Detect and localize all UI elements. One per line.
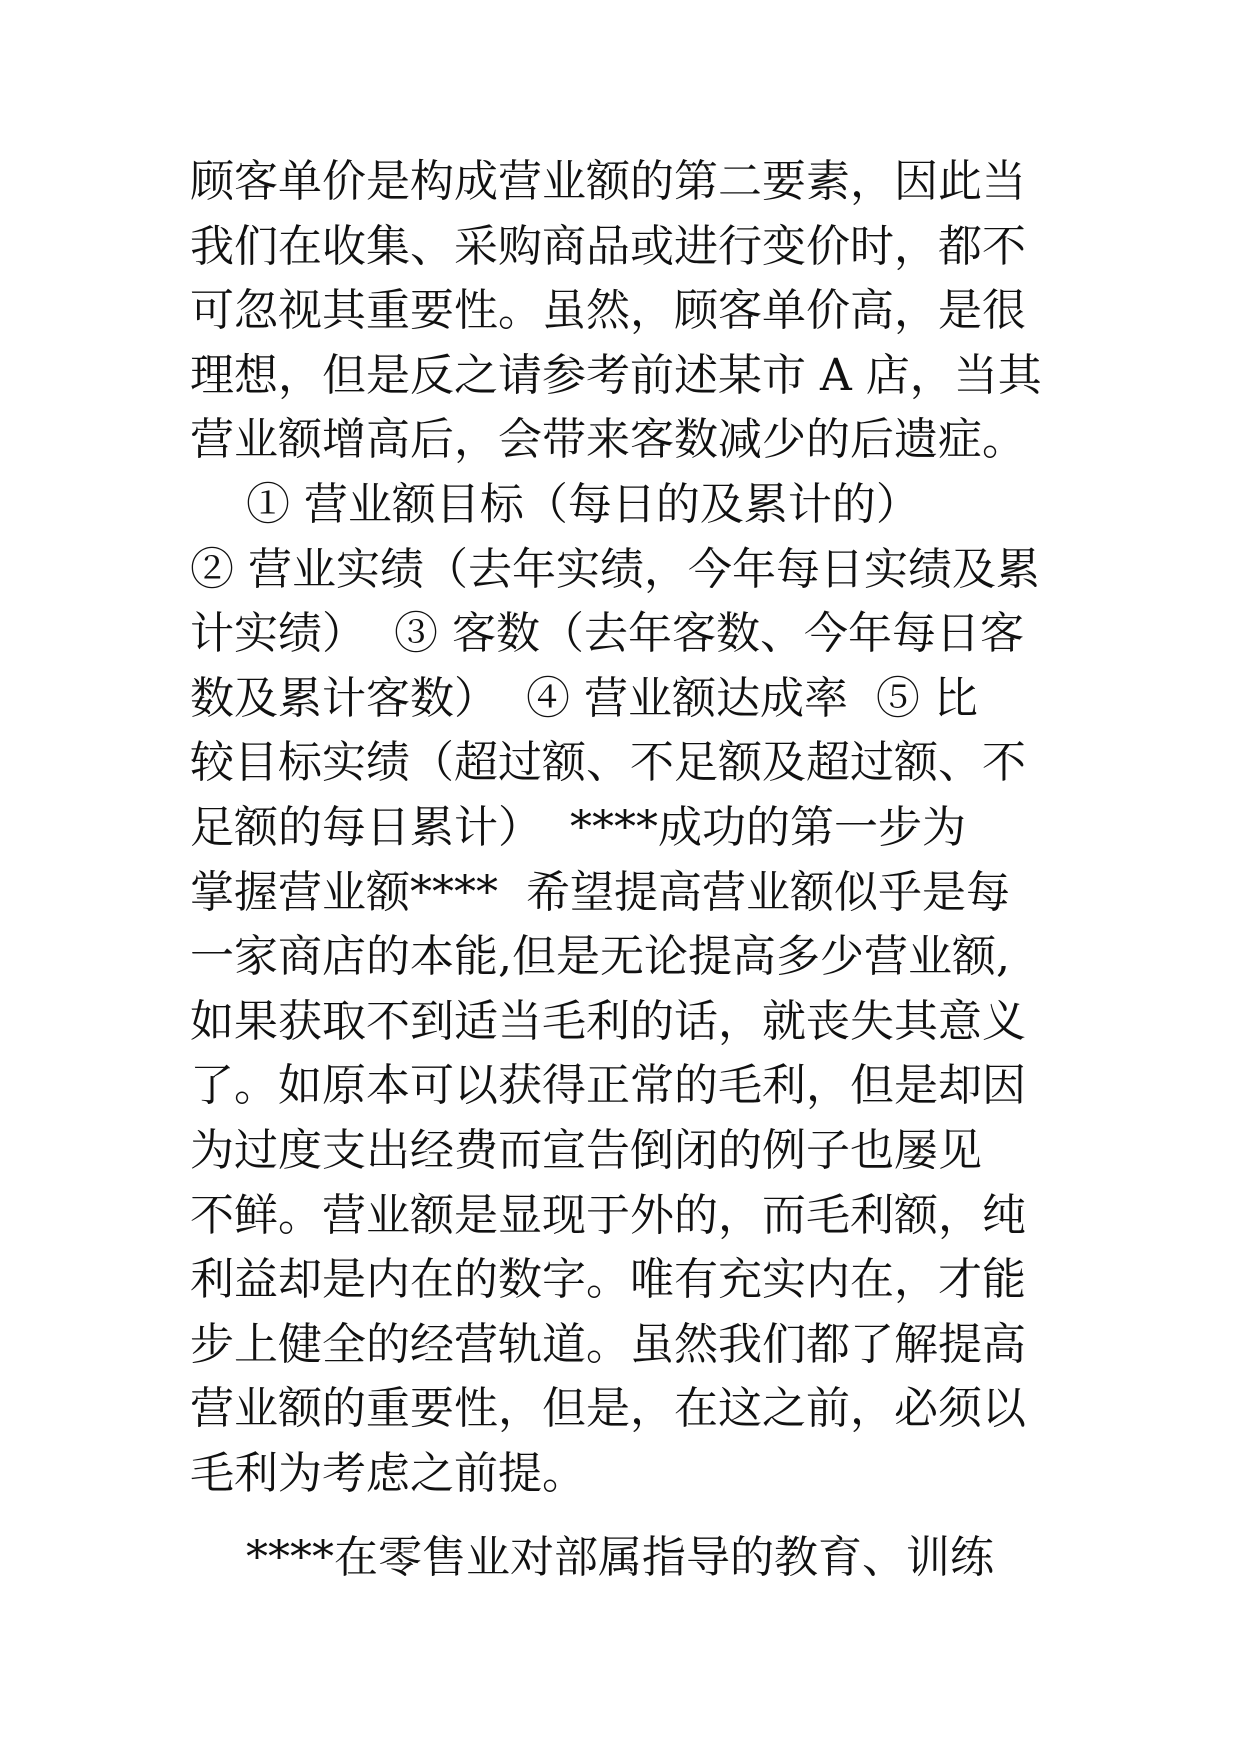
text-line: 顾客单价是构成营业额的第二要素，因此当 (190, 156, 1026, 207)
text-line: 理想，但是反之请参考前述某市 A 店，当其 (190, 349, 1042, 401)
text-line: 掌握营业额**** 希望提高营业额似乎是每 (190, 866, 1010, 918)
text-line: 我们在收集、采购商品或进行变价时，都不 (190, 220, 1026, 272)
text-line: 营业额的重要性，但是，在这之前，必须以 (190, 1383, 1026, 1435)
text-line: 数及累计客数） ④ 营业额达成率 ⑤ 比 (190, 672, 978, 724)
text-line: 较目标实绩（超过额、不足额及超过额、不 (190, 737, 1026, 789)
body-text (190, 150, 1070, 1591)
text-line: 可忽视其重要性。虽然，顾客单价高，是很 (190, 285, 1026, 337)
text-line: ② 营业实绩（去年实绩，今年每日实绩及累 (190, 543, 1040, 595)
text-line: 为过度支出经费而宣告倒闭的例子也屡见 (190, 1124, 982, 1176)
text-line: 营业额增高后，会带来客数减少的后遗症。 (190, 414, 1026, 466)
text-line: 如果获取不到适当毛利的话，就丧失其意义 (190, 995, 1026, 1047)
text-line: 计实绩） ③ 客数（去年客数、今年每日客 (190, 608, 1024, 660)
text-line: 利益却是内在的数字。唯有充实内在，才能 (190, 1254, 1026, 1306)
text-line: 了。如原本可以获得正常的毛利，但是却因 (190, 1060, 1026, 1112)
paragraph-gap (190, 1506, 1070, 1526)
text-line: 足额的每日累计） ****成功的第一步为 (190, 801, 966, 853)
text-line: ****在零售业对部属指导的教育、训练 (190, 1532, 994, 1584)
text-line: ① 营业额目标（每日的及累计的） (190, 478, 920, 530)
text-line: 一家商店的本能,但是无论提高多少营业额, (190, 931, 1010, 983)
text-line: 步上健全的经营轨道。虽然我们都了解提高 (190, 1318, 1026, 1370)
text-line: 毛利为考虑之前提。 (190, 1447, 586, 1499)
text-line: 不鲜。营业额是显现于外的，而毛利额，纯 (190, 1189, 1026, 1241)
